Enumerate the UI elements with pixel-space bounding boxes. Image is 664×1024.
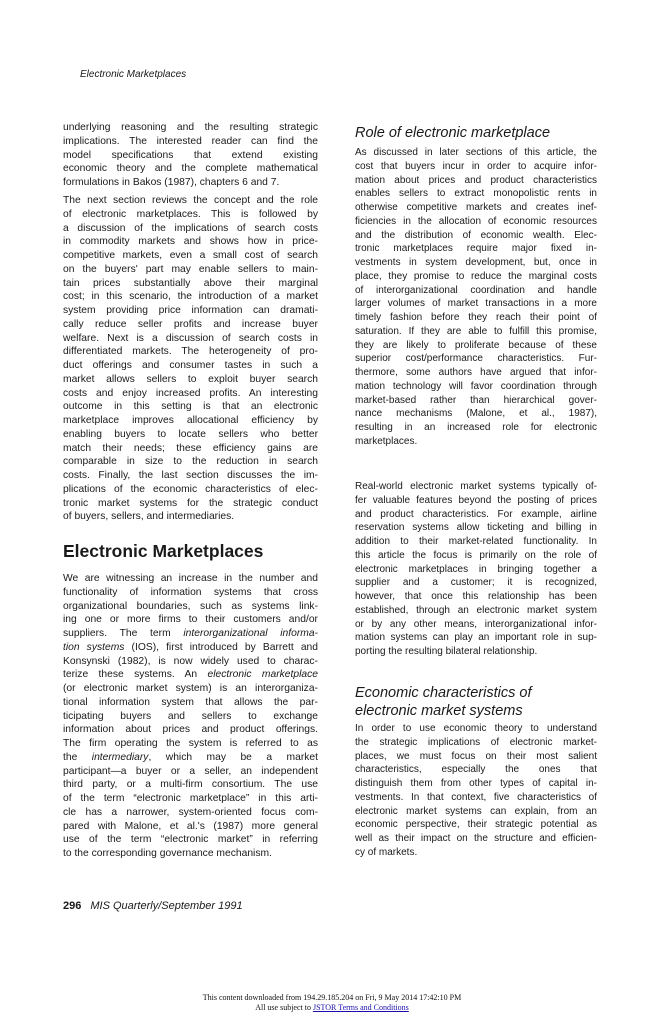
paragraph	[63, 572, 318, 861]
text-line: plications of the economic characteristics of elec-	[63, 483, 318, 495]
page-number: 296	[63, 900, 82, 912]
text-line: of buyers, sellers, and intermediaries.	[63, 511, 235, 523]
text-line: outcome in this setting is that an electronic	[63, 401, 318, 413]
text-line: economic theory and the complete mathematical	[63, 163, 318, 175]
text-line: timely fashion before they reach their point of	[355, 312, 597, 323]
heading-line: Economic characteristics of	[355, 685, 532, 701]
text-line: superior cost/performance characteristics. Fur-	[355, 353, 597, 365]
text-line: enabling buyers to locate sellers who better	[63, 428, 318, 440]
text-line: cost that buyers incur in order to acquire infor-	[355, 160, 597, 172]
text-line: suppliers. The term interorganizational informa-	[63, 628, 318, 639]
download-info: This content downloaded from 194.29.185.204 on Fri, 9 May 2014 17:42:10 PM	[202, 993, 462, 1002]
text-line: costs. Finally, the last section discusses the im-	[63, 470, 318, 481]
text-line: costs and enjoy increased profits. An interesting	[63, 387, 318, 399]
text-line: system providing price information can dramati-	[63, 305, 318, 316]
text-line: ticipating buyers and sellers to exchange	[63, 710, 318, 722]
text-line: mation technology will favor coordination through	[355, 380, 597, 392]
text-line: (or electronic market system) is an interorganiza-	[63, 683, 318, 694]
text-line: participant—a buyer or a seller, an independent	[63, 765, 318, 777]
text-line: vestments. In that context, five characteristics of	[355, 791, 597, 803]
text-line: market-based rather than hierarchical gover-	[355, 394, 597, 406]
text-line: tional information system that allows the par-	[63, 696, 318, 708]
text-line: marketplaces.	[355, 435, 418, 447]
text-line: porting the resulting bilateral relationship.	[355, 646, 538, 657]
emphasized-term: interorganizational informa-	[183, 628, 318, 639]
text-line: addition to their market-related functionality. In	[355, 536, 597, 547]
text-line: match their needs; these efficiency gains are	[63, 442, 318, 454]
subsection-heading: Role of electronic marketplace	[355, 125, 551, 141]
text-line: electronic marketplaces in bringing together a	[355, 563, 597, 575]
text-line: The next section reviews the concept and the role	[63, 195, 318, 206]
text-line: differentiated markets. The heterogeneity of pro-	[63, 346, 318, 358]
text-line: nance mechanisms (Malone, et al., 1987),	[355, 408, 597, 420]
text-line: vestments in system development, but, once in	[355, 257, 597, 268]
text-line: or by any other means, interorganizational infor-	[355, 618, 597, 630]
text-line: Konsynski (1982), is now widely used to charac-	[63, 655, 318, 667]
text-line: welfare. Next is a discussion of search costs in	[63, 332, 318, 344]
text-line: resulting in an increased role for electronic	[355, 422, 597, 433]
text-line: mation about prices and product characteristics	[355, 174, 597, 186]
text-line: supplier and a customer; it is recognized,	[355, 577, 597, 589]
text-line: comparable in size to the reduction in search	[63, 456, 318, 468]
text-line: We are witnessing an increase in the number and	[63, 573, 318, 584]
text-line: and the distribution of economic wealth. Elec-	[355, 229, 597, 241]
text-line: place, they promise to reduce the marginal costs	[355, 270, 597, 282]
text-line: of interorganizational coordination and handle	[355, 284, 597, 296]
text-line: competitive markets, even a small cost of search	[63, 250, 318, 261]
emphasized-term: electronic marketplace	[207, 669, 318, 681]
paragraph	[63, 194, 318, 524]
text-line: cally reduce seller profits and increase buyer	[63, 318, 318, 330]
text-line: otherwise competitive markets and creates inef-	[355, 202, 597, 213]
text-line: this article the focus is primarily on the role of	[355, 549, 597, 561]
text-line: established, through an electronic market system	[355, 604, 597, 616]
journal-title: MIS Quarterly/September 1991	[90, 900, 243, 912]
text-line: In order to use economic theory to understand	[355, 723, 597, 734]
text-line: places, we must focus on their most salient	[355, 750, 597, 762]
text-line: to the corresponding governance mechanism.	[63, 848, 272, 859]
text-line: economic perspective, their strategic potential as	[355, 819, 597, 831]
text-line: mation systems can play an important role in sup-	[355, 632, 597, 644]
text-line: implications. The interested reader can find the	[63, 135, 318, 147]
text-line: characteristics, especially the ones that	[355, 764, 597, 776]
text-line: enables sellers to extract monopolistic rents in	[355, 188, 597, 200]
page-footer	[63, 900, 243, 912]
text-line: terize these systems. An electronic marketplace	[63, 669, 318, 681]
text-line: however, that once this relationship has been	[355, 591, 597, 602]
text-line: market allows sellers to exploit buyer search	[63, 373, 318, 385]
text-line: of the term “electronic marketplace” in this arti-	[63, 793, 318, 804]
running-head: Electronic Marketplaces	[80, 69, 187, 80]
text-line: larger volumes of market transactions in a more	[355, 298, 597, 310]
text-line: saturation. If they are able to fulfill this promise,	[355, 325, 597, 337]
jstor-notice	[0, 993, 664, 1013]
paragraph	[355, 480, 597, 659]
text-line: tronic marketplaces require major fixed in-	[355, 243, 597, 255]
text-line: organizational boundaries, such as systems link-	[63, 600, 318, 612]
text-line: functionality of information systems that cross	[63, 586, 318, 598]
text-line: the intermediary, which may be a market	[63, 751, 318, 763]
heading-line: electronic market systems	[355, 703, 523, 719]
text-line: fer valuable features beyond the posting of prices	[355, 494, 597, 506]
text-line: distinguish them from other types of capital in-	[355, 778, 597, 789]
paragraph	[63, 121, 318, 190]
text-line: reservation systems allow ticketing and billing in	[355, 522, 597, 534]
text-line: As discussed in later sections of this article, the	[355, 147, 597, 158]
section-heading: Electronic Marketplaces	[63, 541, 264, 561]
text-line: use of the term “electronic market” in referring	[63, 834, 318, 846]
terms-prefix: All use subject to	[255, 1003, 313, 1012]
paragraph	[355, 146, 597, 449]
text-line: tion systems (IOS), first introduced by Barrett and	[63, 641, 318, 653]
text-line: on the buyers' part may enable sellers to main-	[63, 263, 318, 275]
text-line: a discussion of the implications of search costs	[63, 222, 318, 234]
emphasized-term: tion systems	[63, 641, 125, 653]
text-line: model specifications that extend existing	[63, 149, 318, 161]
text-line: ing one or more firms to their customers and/or	[63, 614, 318, 626]
emphasized-term: intermediary	[91, 751, 149, 763]
text-line: of electronic marketplaces. This is followed by	[63, 208, 318, 220]
text-line: cy of markets.	[355, 846, 418, 858]
text-line: duct offerings and consumer tastes in such a	[63, 360, 318, 371]
text-line: well as their impact on the structure and efficien-	[355, 833, 597, 844]
paragraph	[355, 722, 597, 860]
text-line: they are likely to proliferate because of these	[355, 339, 597, 351]
text-line: formulations in Bakos (1987), chapters 6 and 7.	[63, 177, 280, 188]
text-line: cle has a narrower, system-oriented focus com-	[63, 806, 318, 818]
text-line: thermore, some authors have argued that infor-	[355, 367, 597, 378]
text-line: in commodity markets and shows how in price-	[63, 236, 318, 248]
text-line: information about prices and product offerings.	[63, 724, 318, 736]
text-line: pared with Malone, et al.'s (1987) more general	[63, 820, 318, 832]
text-line: tronic market systems for the strategic conduct	[63, 497, 318, 509]
text-line: third party, or a multi-firm consortium. The use	[63, 779, 318, 791]
jstor-terms-link[interactable]: JSTOR Terms and Conditions	[312, 1003, 409, 1012]
text-line: electronic market systems can explain, from an	[355, 805, 597, 817]
text-line: the strategic implications of electronic market-	[355, 736, 597, 748]
text-line: tain prices substantially above their marginal	[63, 277, 318, 289]
text-line: and product characteristics. For example, airline	[355, 508, 597, 520]
subsection-heading	[355, 684, 531, 720]
text-line: ficiencies in the allocation of economic resources	[355, 215, 597, 227]
text-line: cost; in this scenario, the introduction of a market	[63, 291, 318, 303]
text-line: Real-world electronic market systems typically of-	[355, 481, 597, 492]
text-line: underlying reasoning and the resulting strategic	[63, 122, 318, 133]
text-line: The firm operating the system is referred to as	[63, 738, 318, 749]
text-line: marketplace improves allocational efficiency by	[63, 415, 318, 426]
